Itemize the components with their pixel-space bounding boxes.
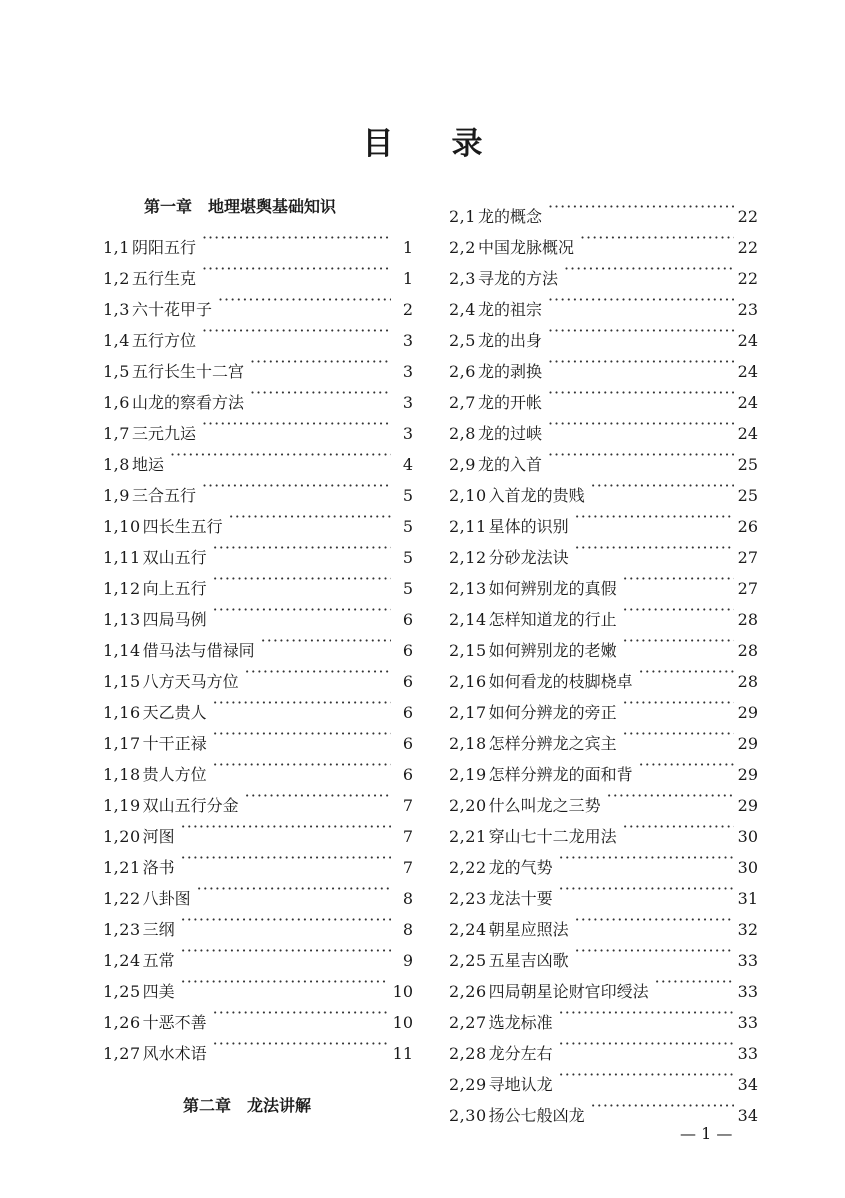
leader-dots bbox=[181, 935, 391, 966]
toc-entry-number: 1,24 bbox=[103, 951, 141, 970]
toc-entry-page: 29 bbox=[737, 734, 758, 753]
toc-entry-page: 1 bbox=[402, 269, 413, 288]
toc-entry-page: 10 bbox=[392, 982, 413, 1001]
toc-entry-page: 8 bbox=[402, 920, 413, 939]
toc-entry-number: 2,20 bbox=[449, 796, 487, 815]
toc-entry-number: 2,21 bbox=[449, 827, 487, 846]
toc-entry-number: 1,4 bbox=[103, 331, 130, 350]
leader-dots bbox=[213, 532, 391, 563]
toc-entry-number: 2,30 bbox=[449, 1106, 487, 1125]
toc-entry-number: 1,17 bbox=[103, 734, 141, 753]
toc-entry-page: 28 bbox=[737, 641, 758, 660]
toc-entry-title: 双山五行 bbox=[142, 548, 207, 567]
toc-entry-title: 河图 bbox=[142, 827, 175, 846]
toc-entry-title: 穿山七十二龙用法 bbox=[488, 827, 617, 846]
leader-dots bbox=[181, 811, 391, 842]
toc-entry-title: 五行方位 bbox=[131, 331, 196, 350]
toc-entry-page: 5 bbox=[402, 548, 413, 567]
leader-dots bbox=[548, 191, 734, 222]
toc-entry-title: 四局朝星论财官印绶法 bbox=[488, 982, 649, 1001]
toc-entry-number: 1,15 bbox=[103, 672, 141, 691]
leader-dots bbox=[623, 718, 734, 749]
toc-entry-number: 1,19 bbox=[103, 796, 141, 815]
leader-dots bbox=[591, 1090, 734, 1121]
leader-dots bbox=[548, 346, 734, 377]
toc-entry-number: 2,23 bbox=[449, 889, 487, 908]
toc-entry-page: 33 bbox=[737, 951, 758, 970]
toc-entry-page: 28 bbox=[737, 672, 758, 691]
leader-dots bbox=[261, 625, 391, 656]
leader-dots bbox=[607, 780, 734, 811]
toc-entry-title: 地运 bbox=[131, 455, 164, 474]
leader-dots bbox=[639, 749, 734, 780]
leader-dots bbox=[245, 656, 391, 687]
toc-entry-number: 1,12 bbox=[103, 579, 141, 598]
toc-entry-title: 如何分辨龙的旁正 bbox=[488, 703, 617, 722]
toc-entry-number: 1,7 bbox=[103, 424, 130, 443]
toc-entry-page: 25 bbox=[737, 486, 758, 505]
toc-entry-page: 24 bbox=[737, 393, 758, 412]
leader-dots bbox=[548, 377, 734, 408]
leader-dots bbox=[202, 253, 391, 284]
toc-entry-number: 2,13 bbox=[449, 579, 487, 598]
toc-entry-number: 2,9 bbox=[449, 455, 476, 474]
leader-dots bbox=[559, 1059, 734, 1090]
toc-entry-number: 2,17 bbox=[449, 703, 487, 722]
toc-entry-title: 龙的入首 bbox=[477, 455, 542, 474]
toc-entry-title: 怎样分辨龙的面和背 bbox=[488, 765, 633, 784]
toc-entry-number: 1,6 bbox=[103, 393, 130, 412]
toc-entry-number: 2,29 bbox=[449, 1075, 487, 1094]
toc-entry-title: 龙的过峡 bbox=[477, 424, 542, 443]
toc-entry-page: 7 bbox=[402, 796, 413, 815]
toc-list-chapter1 bbox=[103, 222, 413, 1063]
toc-entry-page: 9 bbox=[402, 951, 413, 970]
toc-entry-page: 29 bbox=[737, 796, 758, 815]
toc-column-right bbox=[449, 191, 758, 1125]
toc-entry-page: 25 bbox=[737, 455, 758, 474]
toc-entry-page: 30 bbox=[737, 827, 758, 846]
toc-entry-title: 五星吉凶歌 bbox=[488, 951, 569, 970]
toc-entry-number: 2,8 bbox=[449, 424, 476, 443]
leader-dots bbox=[213, 563, 391, 594]
toc-entry-number: 2,22 bbox=[449, 858, 487, 877]
toc-entry-page: 28 bbox=[737, 610, 758, 629]
toc-entry-page: 26 bbox=[737, 517, 758, 536]
leader-dots bbox=[623, 687, 734, 718]
leader-dots bbox=[575, 501, 734, 532]
toc-entry-page: 22 bbox=[737, 207, 758, 226]
toc-entry-title: 扬公七般凶龙 bbox=[488, 1106, 585, 1125]
toc-entry-page: 24 bbox=[737, 424, 758, 443]
leader-dots bbox=[580, 222, 734, 253]
toc-entry-page: 7 bbox=[402, 827, 413, 846]
leader-dots bbox=[213, 1028, 389, 1059]
toc-entry-page: 31 bbox=[737, 889, 758, 908]
toc-entry-page: 27 bbox=[737, 579, 758, 598]
toc-entry-title: 龙分左右 bbox=[488, 1044, 553, 1063]
toc-entry-page: 3 bbox=[402, 362, 413, 381]
toc-entry-page: 7 bbox=[402, 858, 413, 877]
toc-entry-title: 怎样分辨龙之宾主 bbox=[488, 734, 617, 753]
toc-entry-title: 天乙贵人 bbox=[142, 703, 207, 722]
toc-entry-page: 34 bbox=[737, 1075, 758, 1094]
toc-entry-page: 33 bbox=[737, 1013, 758, 1032]
toc-entry-number: 1,22 bbox=[103, 889, 141, 908]
toc-entry-page: 3 bbox=[402, 331, 413, 350]
toc-entry-page: 23 bbox=[737, 300, 758, 319]
leader-dots bbox=[623, 563, 734, 594]
leader-dots bbox=[591, 470, 734, 501]
toc-entry-number: 2,11 bbox=[449, 517, 487, 536]
toc-entry-title: 朝星应照法 bbox=[488, 920, 569, 939]
toc-entry-title: 五行生克 bbox=[131, 269, 196, 288]
toc-entry-page: 22 bbox=[737, 238, 758, 257]
toc-entry-title: 八卦图 bbox=[142, 889, 191, 908]
leader-dots bbox=[202, 470, 391, 501]
leader-dots bbox=[213, 687, 391, 718]
toc-entry-page: 24 bbox=[737, 362, 758, 381]
toc-entry-page: 6 bbox=[402, 765, 413, 784]
page-title: 目录 bbox=[362, 126, 541, 162]
leader-dots bbox=[181, 904, 391, 935]
toc-entry-title: 六十花甲子 bbox=[131, 300, 212, 319]
toc-entry-number: 2,2 bbox=[449, 238, 476, 257]
toc-entry-title: 星体的识别 bbox=[488, 517, 569, 536]
leader-dots bbox=[548, 315, 734, 346]
toc-entry-number: 1,8 bbox=[103, 455, 130, 474]
leader-dots bbox=[197, 873, 391, 904]
toc-entry-title: 入首龙的贵贱 bbox=[488, 486, 585, 505]
toc-entry-number: 2,19 bbox=[449, 765, 487, 784]
toc-entry-title: 龙的开帐 bbox=[477, 393, 542, 412]
leader-dots bbox=[202, 315, 391, 346]
toc-entry-page: 33 bbox=[737, 1044, 758, 1063]
toc-entry-number: 1,16 bbox=[103, 703, 141, 722]
toc-entry-page: 5 bbox=[402, 486, 413, 505]
toc-entry-page: 3 bbox=[402, 424, 413, 443]
toc-entry-title: 什么叫龙之三势 bbox=[488, 796, 601, 815]
toc-entry-number: 1,26 bbox=[103, 1013, 141, 1032]
leader-dots bbox=[229, 501, 391, 532]
toc-entry-title: 三合五行 bbox=[131, 486, 196, 505]
toc-entry-page: 1 bbox=[402, 238, 413, 257]
toc-entry-number: 1,25 bbox=[103, 982, 141, 1001]
toc-entry-number: 2,4 bbox=[449, 300, 476, 319]
toc-entry-title: 阴阳五行 bbox=[131, 238, 196, 257]
toc-list-chapter2 bbox=[449, 191, 758, 1125]
toc-entry-page: 8 bbox=[402, 889, 413, 908]
toc-entry-number: 2,7 bbox=[449, 393, 476, 412]
toc-entry-page: 24 bbox=[737, 331, 758, 350]
toc-entry-number: 2,12 bbox=[449, 548, 487, 567]
toc-entry-page: 34 bbox=[737, 1106, 758, 1125]
leader-dots bbox=[559, 1028, 734, 1059]
leader-dots bbox=[202, 222, 391, 253]
toc-entry-number: 1,13 bbox=[103, 610, 141, 629]
leader-dots bbox=[623, 625, 734, 656]
toc-entry-number: 2,16 bbox=[449, 672, 487, 691]
leader-dots bbox=[559, 873, 734, 904]
toc-entry-page: 29 bbox=[737, 703, 758, 722]
toc-entry-title: 三纲 bbox=[142, 920, 175, 939]
toc-entry-title: 贵人方位 bbox=[142, 765, 207, 784]
toc-entry-title: 五常 bbox=[142, 951, 175, 970]
toc-entry-page: 30 bbox=[737, 858, 758, 877]
chapter-heading: 第二章 龙法讲解 bbox=[183, 1096, 312, 1115]
leader-dots bbox=[575, 935, 734, 966]
toc-entry-number: 1,27 bbox=[103, 1044, 141, 1063]
toc-entry-number: 1,2 bbox=[103, 269, 130, 288]
toc-entry-title: 寻地认龙 bbox=[488, 1075, 553, 1094]
leader-dots bbox=[202, 408, 391, 439]
toc-entry-title: 分砂龙法诀 bbox=[488, 548, 569, 567]
toc-entry-page: 2 bbox=[402, 300, 413, 319]
toc-entry-title: 山龙的察看方法 bbox=[131, 393, 244, 412]
toc-entry-number: 1,3 bbox=[103, 300, 130, 319]
toc-entry-title: 十干正禄 bbox=[142, 734, 207, 753]
toc-entry-page: 32 bbox=[737, 920, 758, 939]
leader-dots bbox=[575, 532, 734, 563]
toc-entry-number: 1,20 bbox=[103, 827, 141, 846]
toc-entry-number: 2,27 bbox=[449, 1013, 487, 1032]
leader-dots bbox=[655, 966, 734, 997]
toc-entry-title: 向上五行 bbox=[142, 579, 207, 598]
page-number: — 1 — bbox=[680, 1124, 733, 1143]
toc-entry-title: 三元九运 bbox=[131, 424, 196, 443]
leader-dots bbox=[218, 284, 391, 315]
toc-entry-number: 2,1 bbox=[449, 207, 476, 226]
toc-entry-number: 2,26 bbox=[449, 982, 487, 1001]
toc-entry-page: 5 bbox=[402, 517, 413, 536]
toc-entry-title: 四美 bbox=[142, 982, 175, 1001]
chapter-heading: 第一章 地理堪舆基础知识 bbox=[144, 197, 337, 216]
leader-dots bbox=[213, 718, 391, 749]
leader-dots bbox=[548, 284, 734, 315]
leader-dots bbox=[245, 780, 391, 811]
toc-entry-number: 1,10 bbox=[103, 517, 141, 536]
toc-entry-page: 6 bbox=[402, 672, 413, 691]
toc-entry-page: 6 bbox=[402, 734, 413, 753]
toc-entry-title: 八方天马方位 bbox=[142, 672, 239, 691]
leader-dots bbox=[639, 656, 734, 687]
toc-entry-page: 6 bbox=[402, 610, 413, 629]
toc-entry-number: 1,18 bbox=[103, 765, 141, 784]
toc-entry-page: 3 bbox=[402, 393, 413, 412]
toc-entry-number: 2,15 bbox=[449, 641, 487, 660]
toc-entry-number: 1,14 bbox=[103, 641, 141, 660]
toc-entry-title: 十恶不善 bbox=[142, 1013, 207, 1032]
toc-entry-number: 2,24 bbox=[449, 920, 487, 939]
toc-entry-title: 选龙标准 bbox=[488, 1013, 553, 1032]
toc-entry-number: 1,21 bbox=[103, 858, 141, 877]
toc-entry-title: 如何辨别龙的老嫩 bbox=[488, 641, 617, 660]
leader-dots bbox=[559, 842, 734, 873]
leader-dots bbox=[548, 408, 734, 439]
toc-entry-title: 五行长生十二宫 bbox=[131, 362, 244, 381]
toc-entry-title: 四局马例 bbox=[142, 610, 207, 629]
toc-entry-number: 2,10 bbox=[449, 486, 487, 505]
leader-dots bbox=[623, 594, 734, 625]
toc-entry-title: 四长生五行 bbox=[142, 517, 223, 536]
toc-entry-title: 洛书 bbox=[142, 858, 175, 877]
toc-column-left bbox=[103, 191, 413, 1063]
toc-entry-page: 6 bbox=[402, 703, 413, 722]
toc-entry-title: 风水术语 bbox=[142, 1044, 207, 1063]
toc-entry[interactable] bbox=[103, 222, 413, 257]
leader-dots bbox=[181, 966, 389, 997]
toc-entry[interactable] bbox=[449, 191, 758, 226]
toc-entry-title: 如何辨别龙的真假 bbox=[488, 579, 617, 598]
toc-entry-number: 2,28 bbox=[449, 1044, 487, 1063]
toc-entry-title: 龙法十要 bbox=[488, 889, 553, 908]
leader-dots bbox=[250, 377, 391, 408]
toc-entry-title: 龙的概念 bbox=[477, 207, 542, 226]
toc-entry-number: 2,25 bbox=[449, 951, 487, 970]
leader-dots bbox=[213, 997, 389, 1028]
toc-entry-page: 29 bbox=[737, 765, 758, 784]
leader-dots bbox=[559, 997, 734, 1028]
toc-entry-title: 如何看龙的枝脚桡卓 bbox=[488, 672, 633, 691]
toc-entry-title: 寻龙的方法 bbox=[477, 269, 558, 288]
leader-dots bbox=[181, 842, 391, 873]
toc-entry-title: 中国龙脉概况 bbox=[477, 238, 574, 257]
toc-entry-number: 1,9 bbox=[103, 486, 130, 505]
leader-dots bbox=[623, 811, 734, 842]
toc-entry-page: 11 bbox=[392, 1044, 413, 1063]
toc-entry-number: 1,1 bbox=[103, 238, 130, 257]
toc-entry-number: 1,23 bbox=[103, 920, 141, 939]
toc-entry-number: 2,5 bbox=[449, 331, 476, 350]
leader-dots bbox=[250, 346, 391, 377]
leader-dots bbox=[170, 439, 391, 470]
toc-entry-page: 6 bbox=[402, 641, 413, 660]
toc-entry-page: 10 bbox=[392, 1013, 413, 1032]
leader-dots bbox=[548, 439, 734, 470]
toc-entry-number: 1,5 bbox=[103, 362, 130, 381]
toc-entry-title: 龙的祖宗 bbox=[477, 300, 542, 319]
toc-entry-page: 27 bbox=[737, 548, 758, 567]
leader-dots bbox=[575, 904, 734, 935]
toc-entry-number: 2,18 bbox=[449, 734, 487, 753]
toc-entry-title: 怎样知道龙的行止 bbox=[488, 610, 617, 629]
toc-entry-title: 龙的气势 bbox=[488, 858, 553, 877]
leader-dots bbox=[213, 594, 391, 625]
toc-entry-number: 1,11 bbox=[103, 548, 141, 567]
toc-entry-page: 5 bbox=[402, 579, 413, 598]
toc-entry-number: 2,6 bbox=[449, 362, 476, 381]
toc-entry-page: 4 bbox=[402, 455, 413, 474]
toc-entry-title: 借马法与借禄同 bbox=[142, 641, 255, 660]
toc-entry-title: 双山五行分金 bbox=[142, 796, 239, 815]
toc-entry-page: 33 bbox=[737, 982, 758, 1001]
toc-entry-title: 龙的出身 bbox=[477, 331, 542, 350]
toc-entry-page: 22 bbox=[737, 269, 758, 288]
toc-entry-number: 2,14 bbox=[449, 610, 487, 629]
toc-entry-title: 龙的剥换 bbox=[477, 362, 542, 381]
leader-dots bbox=[213, 749, 391, 780]
leader-dots bbox=[564, 253, 734, 284]
toc-entry-number: 2,3 bbox=[449, 269, 476, 288]
